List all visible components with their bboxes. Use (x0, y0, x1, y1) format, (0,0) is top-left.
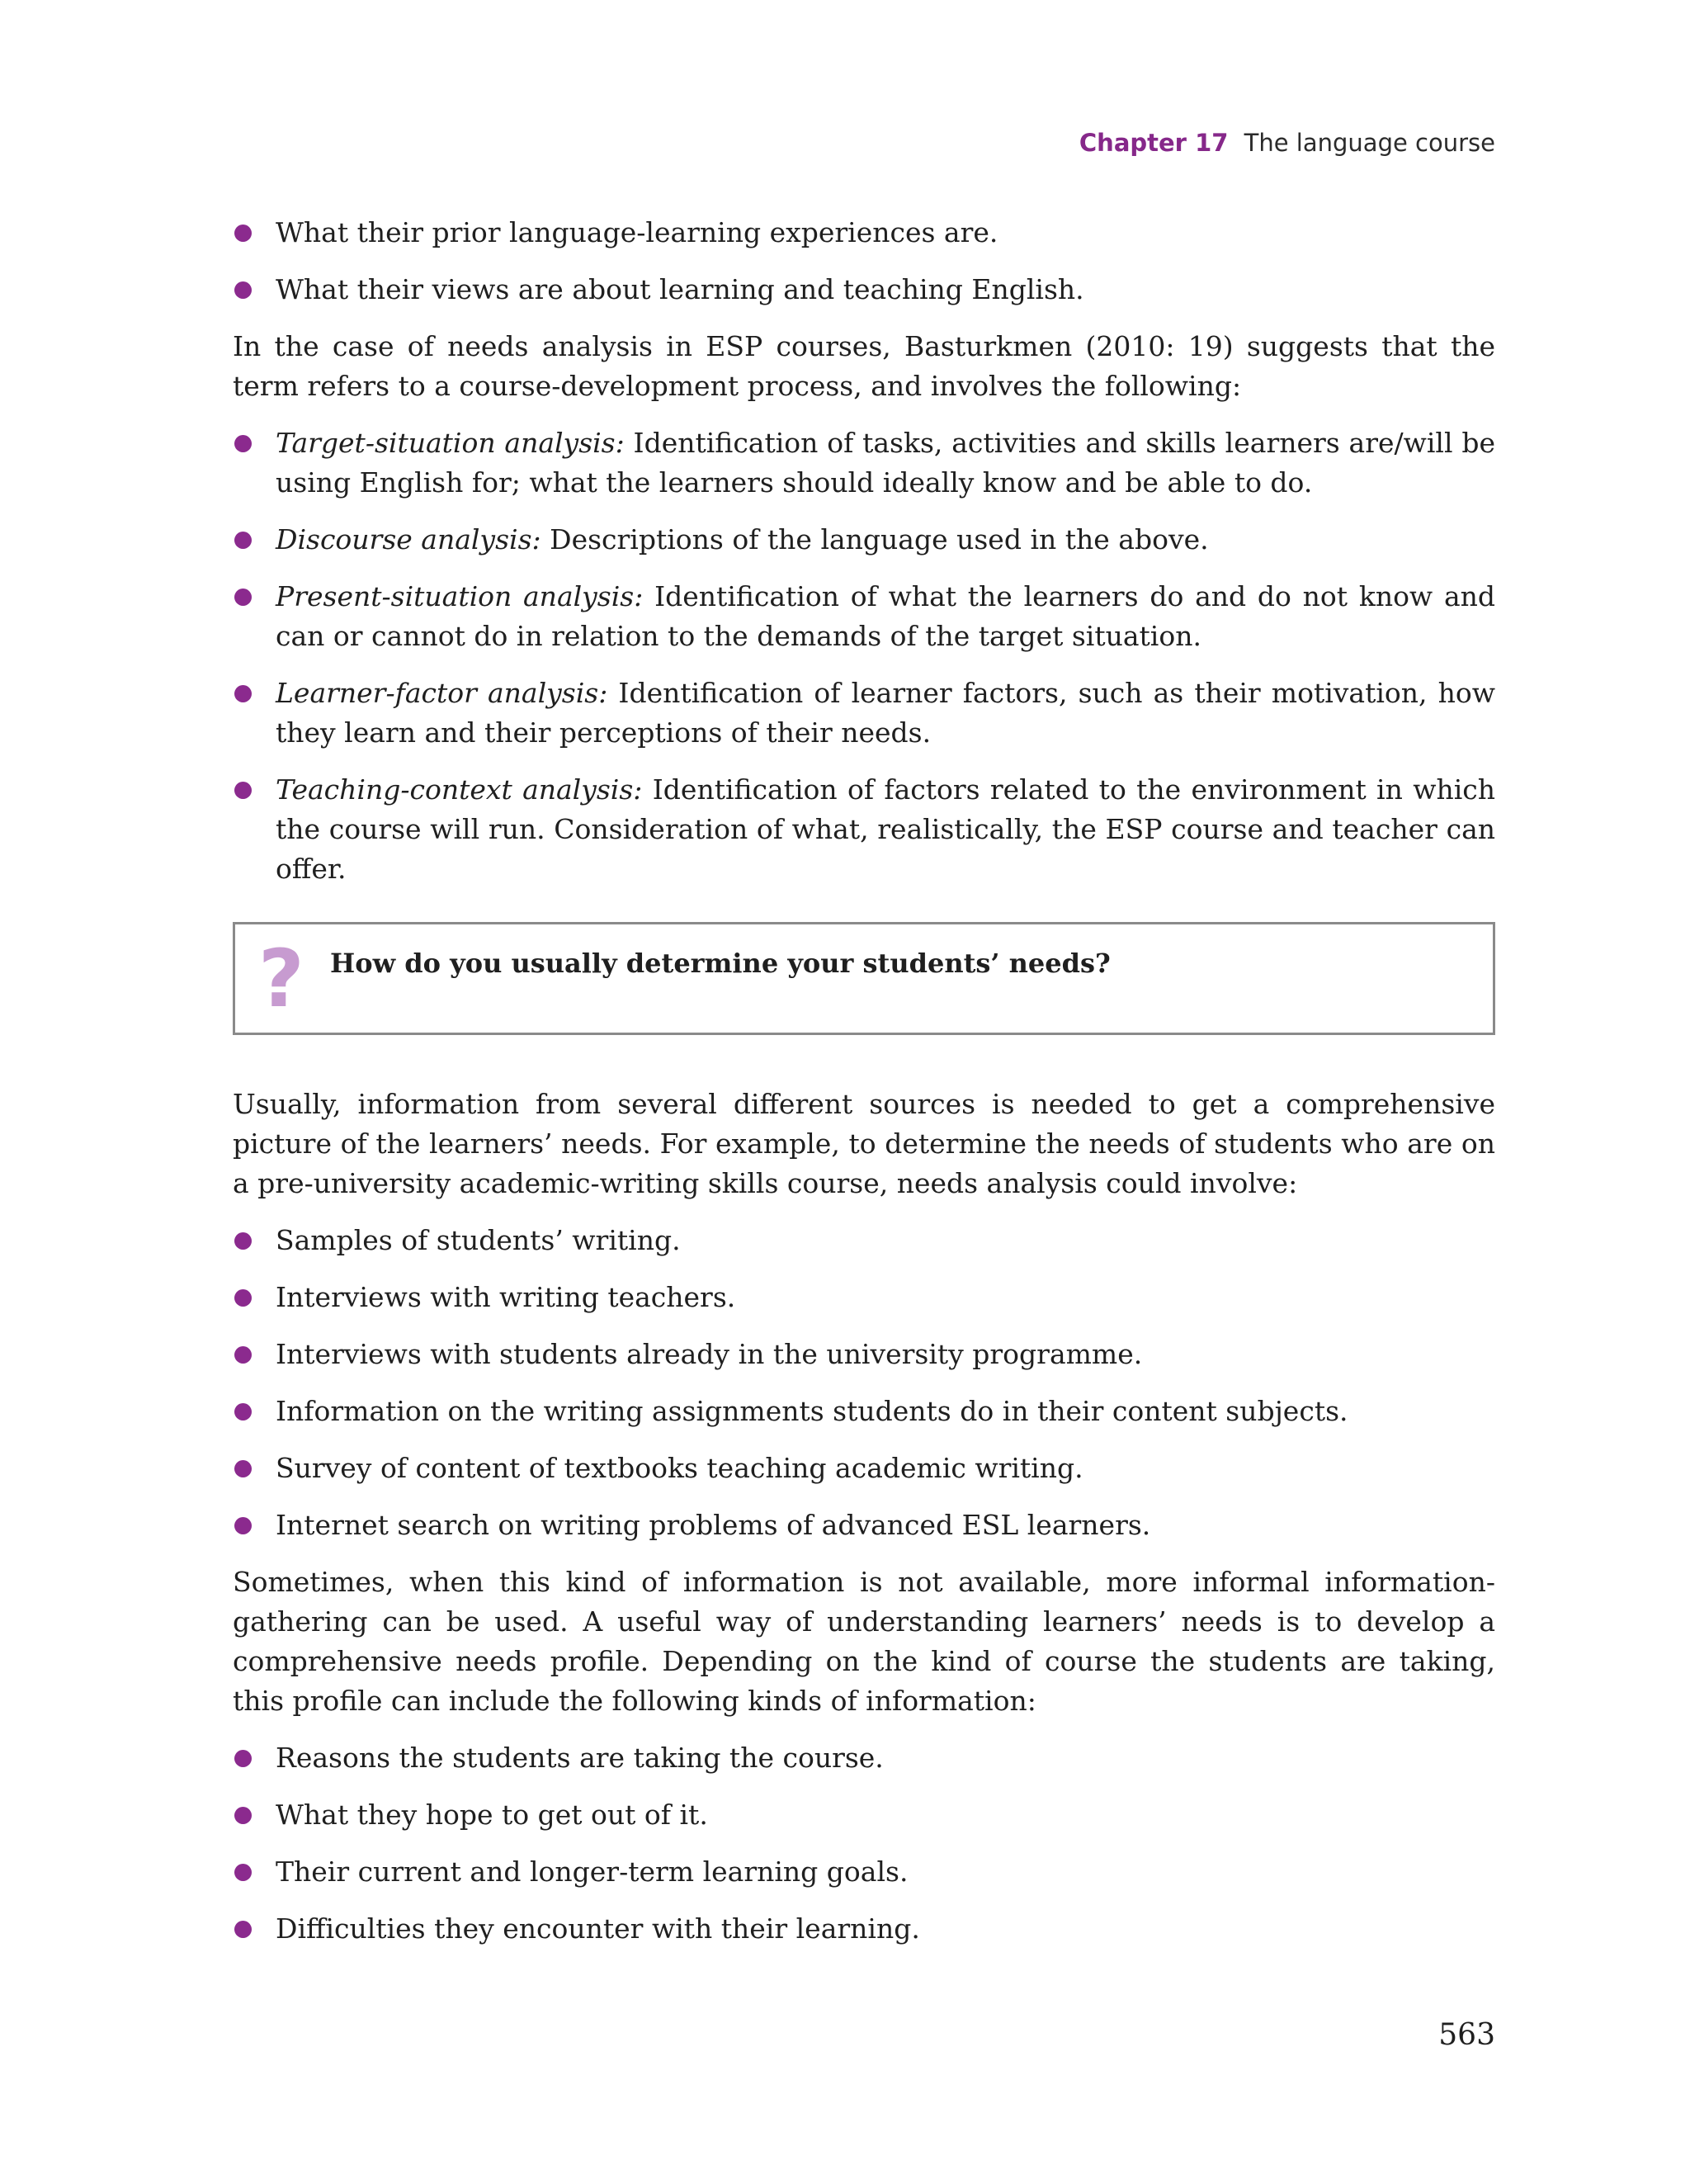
bullet-icon (234, 1750, 252, 1767)
bullet-icon (234, 589, 252, 606)
term: Teaching-context analysis: (276, 773, 643, 806)
term: Present-situation analysis: (276, 580, 644, 612)
list-item: Difficulties they encounter with their learning. (233, 1909, 1495, 1949)
bullet-icon (234, 1232, 252, 1250)
question-text: How do you usually determine your students’ needs? (330, 948, 1111, 979)
list-item: Teaching-context analysis: Identification of factors related to the environment in which the course will run. Consideration of what, realistically, the ESP course and teacher can offer. (233, 770, 1495, 889)
bullet-icon (234, 782, 252, 799)
bullet-icon (234, 1289, 252, 1307)
list-item: Interviews with writing teachers. (233, 1278, 1495, 1317)
needs-profile-list (233, 1738, 1495, 1949)
bullet-icon (234, 1403, 252, 1421)
list-item: Interviews with students already in the university programme. (233, 1335, 1495, 1374)
question-mark-icon: ? (258, 933, 304, 1025)
reflection-question-box (233, 922, 1495, 1035)
bullet-icon (234, 532, 252, 549)
list-item: Survey of content of textbooks teaching academic writing. (233, 1449, 1495, 1488)
list-item: What they hope to get out of it. (233, 1795, 1495, 1835)
learner-experience-list (233, 213, 1495, 310)
bullet-icon (234, 225, 252, 242)
list-item: Samples of students’ writing. (233, 1221, 1495, 1260)
list-item: Their current and longer-term learning goals. (233, 1852, 1495, 1892)
chapter-label: Chapter 17 (1079, 129, 1229, 157)
list-item: Target-situation analysis: Identification of tasks, activities and skills learners are/will be using English for; what the learners should ideally know and be able to do. (233, 423, 1495, 503)
list-item: Reasons the students are taking the course. (233, 1738, 1495, 1778)
list-item: Information on the writing assignments students do in their content subjects. (233, 1392, 1495, 1431)
bullet-icon (234, 281, 252, 299)
bullet-icon (234, 685, 252, 702)
bullet-icon (234, 1460, 252, 1477)
page-body (233, 213, 1495, 1966)
list-item: Discourse analysis: Descriptions of the language used in the above. (233, 520, 1495, 560)
bullet-icon (234, 1921, 252, 1938)
bullet-icon (234, 1346, 252, 1364)
paragraph-needs-profile: Sometimes, when this kind of information is not available, more informal information-gathering can be used. A useful way of understanding learners’ needs is to develop a comprehensive needs profile. Depending on the kind of course the students are taking, this profile can include the following kinds of information: (233, 1566, 1495, 1717)
bullet-icon (234, 435, 252, 452)
bullet-icon (234, 1807, 252, 1824)
term: Learner-factor analysis: (276, 677, 608, 709)
paragraph-esp-needs: In the case of needs analysis in ESP courses, Basturkmen (2010: 19) suggests that the term refers to a course-development process, and involves the following: (233, 330, 1495, 402)
running-head (1079, 129, 1495, 157)
term: Target-situation analysis: (276, 427, 625, 459)
bullet-icon (234, 1517, 252, 1534)
chapter-title: The language course (1244, 129, 1495, 157)
list-item: Learner-factor analysis: Identification of learner factors, such as their motivation, how they learn and their perceptions of their needs. (233, 674, 1495, 753)
page-number: 563 (1438, 2018, 1495, 2052)
list-item: What their prior language-learning experiences are. (233, 213, 1495, 253)
needs-sources-list (233, 1221, 1495, 1545)
list-item: Internet search on writing problems of advanced ESL learners. (233, 1506, 1495, 1545)
list-item: Present-situation analysis: Identification of what the learners do and do not know and can or cannot do in relation to the demands of the target situation. (233, 577, 1495, 656)
esp-analysis-list (233, 423, 1495, 889)
list-item: What their views are about learning and teaching English. (233, 270, 1495, 310)
paragraph-sources: Usually, information from several different sources is needed to get a comprehensive picture of the learners’ needs. For example, to determine the needs of students who are on a pre-university academic-writing skills course, needs analysis could involve: (233, 1088, 1495, 1199)
term: Discourse analysis: (276, 523, 541, 555)
bullet-icon (234, 1864, 252, 1881)
